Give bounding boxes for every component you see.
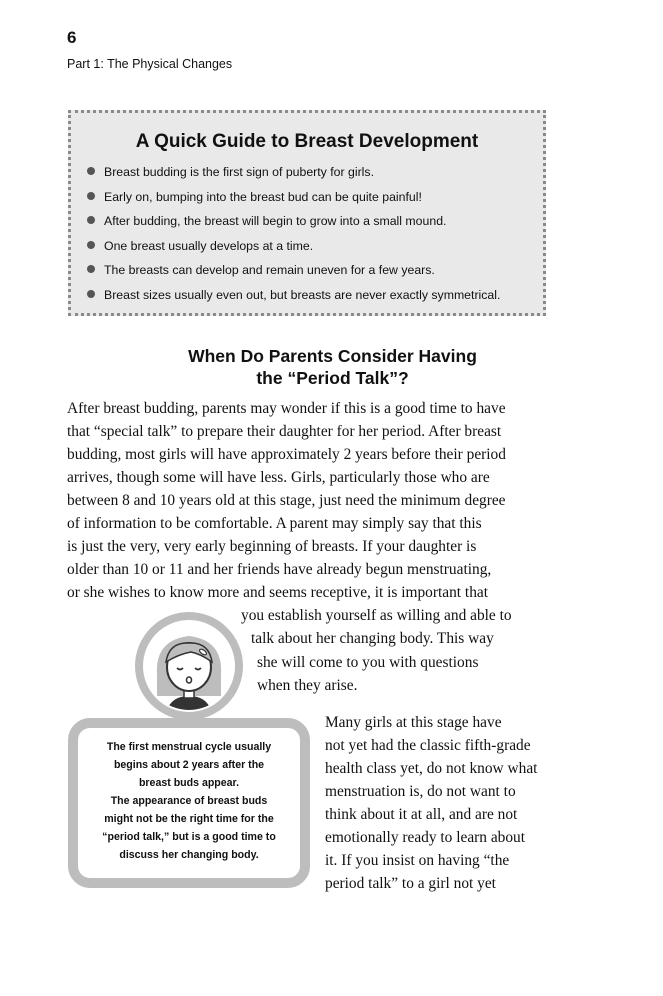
callout-line: The appearance of breast buds: [110, 795, 268, 807]
body-line: Many girls at this stage have: [325, 714, 502, 731]
body-line: period talk” to a girl not yet: [325, 875, 496, 892]
guide-item: Early on, bumping into the breast bud can be quite painful!: [87, 188, 500, 213]
guide-list: [87, 163, 500, 311]
guide-title: A Quick Guide to Breast Development: [135, 131, 479, 152]
body-line: think about it at all, and are not: [325, 806, 518, 823]
girl-avatar-icon: [135, 612, 243, 720]
body-line: that “special talk” to prepare their daughter for her period. After breast: [67, 423, 502, 440]
section-heading: [120, 345, 545, 389]
callout-line: “period talk,” but is a good time to: [102, 831, 276, 843]
section-heading-line: the “Period Talk”?: [256, 368, 409, 388]
callout-line: breast buds appear.: [138, 777, 240, 789]
body-line: it. If you insist on having “the: [325, 852, 510, 869]
body-line: when they arise.: [257, 677, 358, 694]
body-line: After breast budding, parents may wonder if this is a good time to have: [67, 400, 506, 417]
callout-text: [78, 738, 300, 864]
guide-item: The breasts can develop and remain uneven for a few years.: [87, 261, 500, 286]
body-line: between 8 and 10 years old at this stage, just need the minimum degree: [67, 492, 506, 509]
callout-line: discuss her changing body.: [119, 849, 259, 861]
callout-line: The first menstrual cycle usually: [106, 741, 272, 753]
body-line: talk about her changing body. This way: [251, 630, 494, 647]
body-line: budding, most girls will have approximately 2 years before their period: [67, 446, 506, 463]
body-line: or she wishes to know more and seems receptive, it is important that: [67, 584, 489, 601]
body-line: she will come to you with questions: [257, 654, 479, 671]
running-head: Part 1: The Physical Changes: [67, 57, 233, 71]
body-line: not yet had the classic fifth-grade: [325, 737, 531, 754]
body-line: of information to be comfortable. A parent may simply say that this: [67, 515, 482, 532]
callout-line: might not be the right time for the: [104, 813, 274, 825]
callout-box: [68, 718, 310, 888]
body-line: older than 10 or 11 and her friends have already begun menstruating,: [67, 561, 492, 578]
guide-item: After budding, the breast will begin to grow into a small mound.: [87, 212, 500, 237]
guide-item: Breast sizes usually even out, but breasts are never exactly symmetrical.: [87, 286, 500, 311]
guide-item: One breast usually develops at a time.: [87, 237, 500, 262]
body-line: menstruation is, do not want to: [325, 783, 516, 800]
body-line: emotionally ready to learn about: [325, 829, 526, 846]
page-number: 6: [67, 28, 77, 47]
quick-guide-box: [68, 110, 546, 316]
callout-line: begins about 2 years after the: [113, 759, 265, 771]
body-line: health class yet, do not know what: [325, 760, 538, 777]
body-line: you establish yourself as willing and able to: [241, 607, 512, 624]
body-line: arrives, though some will have less. Girls, particularly those who are: [67, 469, 490, 486]
guide-item: Breast budding is the first sign of puberty for girls.: [87, 163, 500, 188]
body-line: is just the very, very early beginning of breasts. If your daughter is: [67, 538, 477, 555]
section-heading-line: When Do Parents Consider Having: [188, 346, 477, 366]
